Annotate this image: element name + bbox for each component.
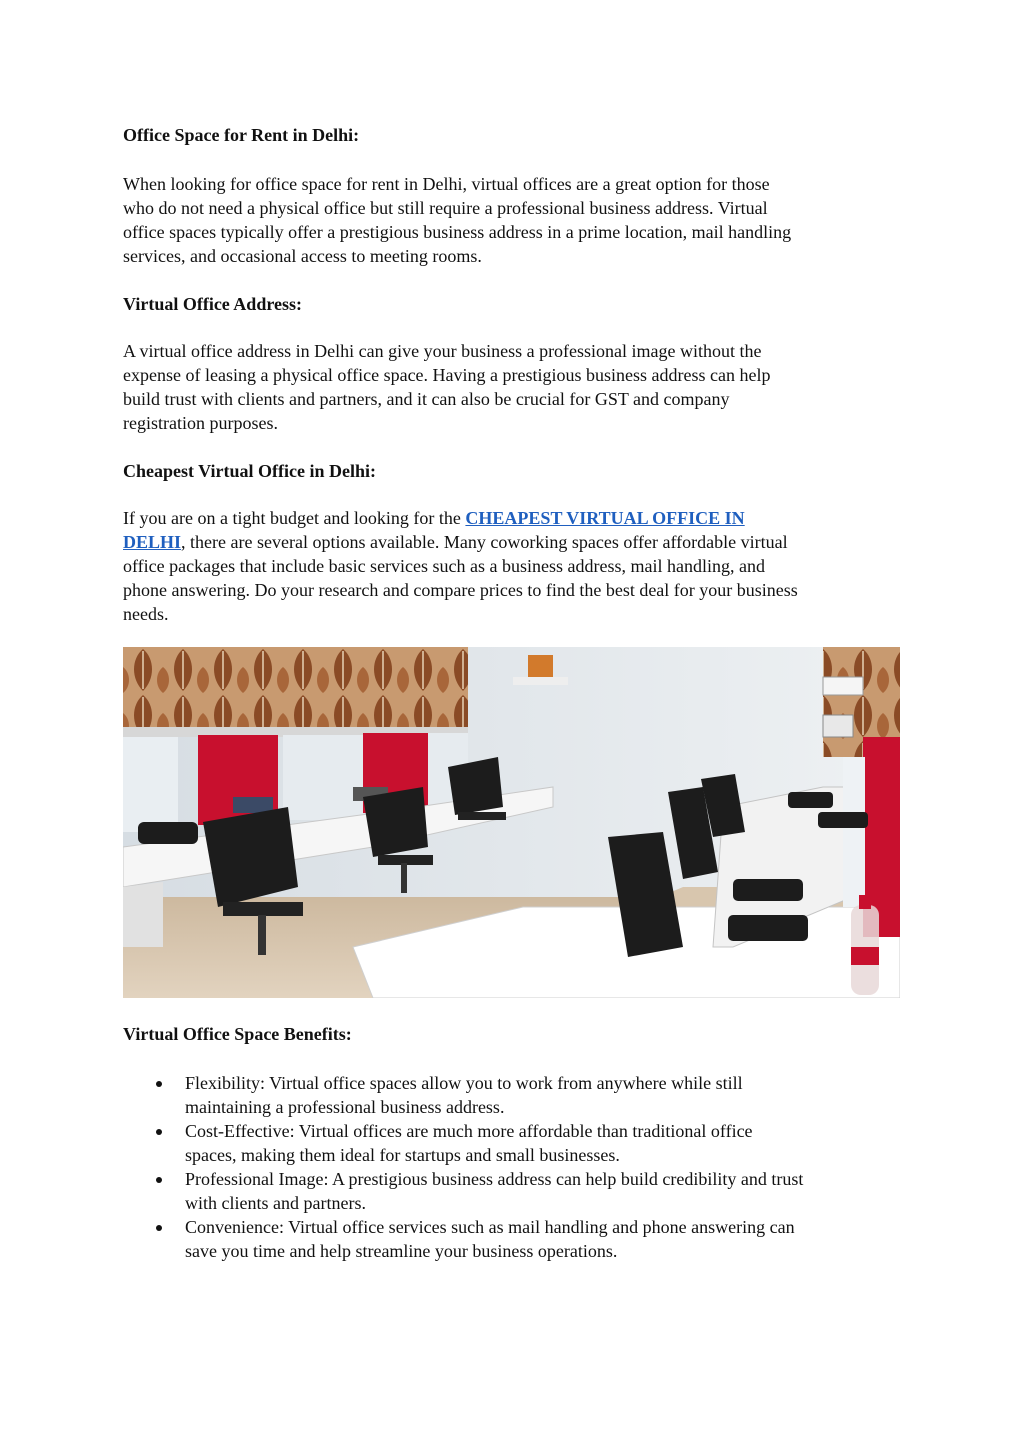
text-line: needs. bbox=[123, 604, 169, 624]
list-item bbox=[123, 1119, 903, 1167]
switch-panel bbox=[823, 677, 863, 695]
desk-leg bbox=[123, 882, 163, 947]
bullet-icon bbox=[156, 1081, 162, 1087]
office-photo bbox=[123, 647, 900, 998]
bullet-icon bbox=[156, 1225, 162, 1231]
paragraph-office-space bbox=[123, 172, 903, 268]
bullet-icon bbox=[156, 1177, 162, 1183]
text-segment: If you are on a tight budget and looking for the bbox=[123, 508, 466, 528]
text-line: who do not need a physical office but still require a professional business address. Virtual bbox=[123, 198, 768, 218]
text-line: office packages that include basic services such as a business address, mail handling, and bbox=[123, 556, 765, 576]
text-line bbox=[123, 530, 903, 554]
desk-phone bbox=[788, 792, 833, 808]
partition-panel bbox=[283, 735, 363, 820]
text-line bbox=[123, 506, 903, 530]
text-line: Convenience: Virtual office services such as mail handling and phone answering can bbox=[185, 1217, 795, 1237]
shelf-idol bbox=[528, 655, 553, 677]
paragraph-virtual-address bbox=[123, 339, 903, 435]
text-line: phone answering. Do your research and compare prices to find the best deal for your business bbox=[123, 580, 798, 600]
desk-phone bbox=[138, 822, 198, 844]
text-line: services, and occasional access to meeting rooms. bbox=[123, 246, 482, 266]
cheapest-virtual-office-link[interactable]: CHEAPEST VIRTUAL OFFICE IN bbox=[465, 508, 745, 528]
list-item bbox=[123, 1167, 903, 1215]
heading-cheapest-virtual-office: Cheapest Virtual Office in Delhi: bbox=[123, 461, 376, 481]
desk-books bbox=[233, 797, 273, 813]
text-line: maintaining a professional business address. bbox=[185, 1097, 505, 1117]
text-line: with clients and partners. bbox=[185, 1193, 366, 1213]
text-line: Cost-Effective: Virtual offices are much more affordable than traditional office bbox=[185, 1121, 753, 1141]
soda-bottle bbox=[851, 895, 879, 995]
text-line: Professional Image: A prestigious business address can help build credibility and trust bbox=[185, 1169, 804, 1189]
text-line: expense of leasing a physical office space. Having a prestigious business address can help bbox=[123, 365, 771, 385]
text-segment: , there are several options available. Many coworking spaces offer affordable virtual bbox=[181, 532, 788, 552]
bullet-icon bbox=[156, 1129, 162, 1135]
list-item bbox=[123, 1215, 903, 1263]
heading-benefits: Virtual Office Space Benefits: bbox=[123, 1024, 352, 1044]
cheapest-virtual-office-link-continued[interactable]: DELHI bbox=[123, 532, 182, 552]
text-line: office spaces typically offer a prestigious business address in a prime location, mail handling bbox=[123, 222, 792, 242]
desk-phone bbox=[818, 812, 868, 828]
partition-panel bbox=[843, 757, 865, 907]
router-box bbox=[823, 715, 853, 737]
heading-office-space-for-rent: Office Space for Rent in Delhi: bbox=[123, 125, 360, 145]
desk-phone bbox=[728, 915, 808, 941]
paragraph-cheapest bbox=[123, 506, 903, 626]
text-line: A virtual office address in Delhi can give your business a professional image without the bbox=[123, 341, 762, 361]
text-line: registration purposes. bbox=[123, 413, 278, 433]
wall-shelf bbox=[513, 677, 568, 685]
office-photo-illustration bbox=[123, 647, 900, 998]
text-line: save you time and help streamline your business operations. bbox=[185, 1241, 618, 1261]
wallpaper-left bbox=[123, 647, 468, 727]
benefits-list bbox=[123, 1071, 903, 1263]
partition-panel bbox=[123, 737, 178, 832]
text-line: Flexibility: Virtual office spaces allow you to work from anywhere while still bbox=[185, 1073, 743, 1093]
text-line: When looking for office space for rent in Delhi, virtual offices are a great option for those bbox=[123, 174, 770, 194]
text-line: spaces, making them ideal for startups and small businesses. bbox=[185, 1145, 620, 1165]
heading-virtual-office-address: Virtual Office Address: bbox=[123, 294, 302, 314]
list-item bbox=[123, 1071, 903, 1119]
desk-phone bbox=[733, 879, 803, 901]
text-line: build trust with clients and partners, and it can also be crucial for GST and company bbox=[123, 389, 730, 409]
